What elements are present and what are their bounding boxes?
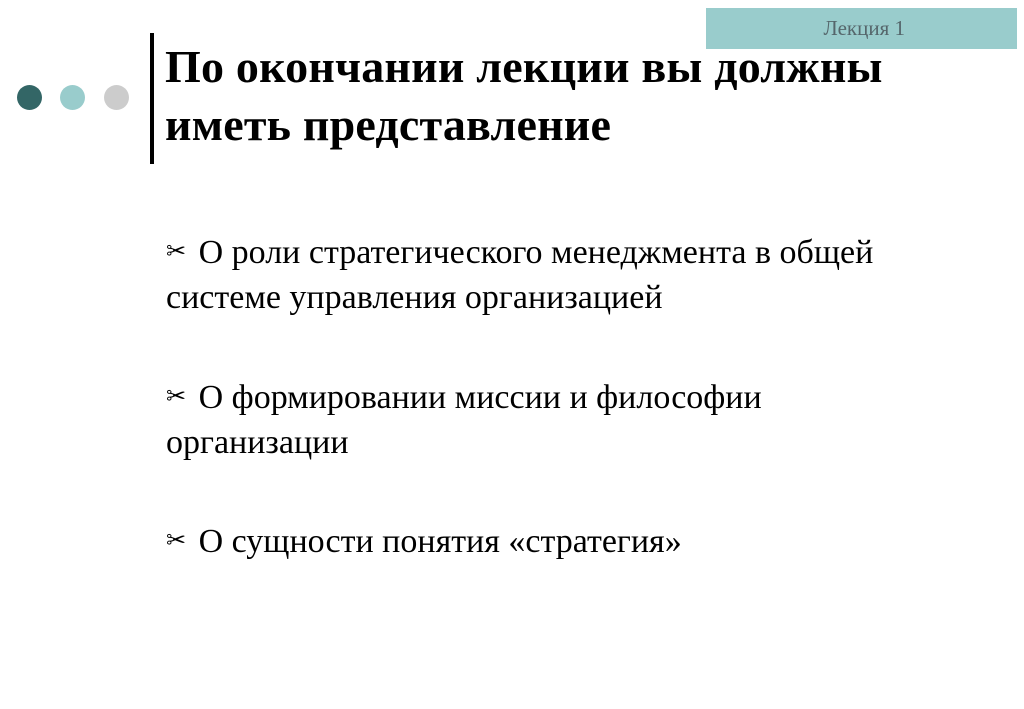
bullet-list	[166, 229, 906, 618]
scissors-icon: ✂	[166, 237, 187, 265]
bullet-item	[166, 229, 906, 320]
dot-dark-icon	[17, 85, 42, 110]
bullet-item	[166, 518, 906, 564]
title-divider	[150, 33, 154, 164]
slide-title: По окончании лекции вы должны иметь представление	[165, 41, 883, 150]
lecture-label: Лекция 1	[706, 8, 1017, 49]
bullet-text: О сущности понятия «стратегия»	[198, 523, 682, 560]
bullet-text: О роли стратегического менеджмента в общей системе управления организацией	[166, 234, 874, 316]
bullet-text: О формировании миссии и философии организации	[166, 379, 762, 461]
dot-teal-icon	[60, 85, 85, 110]
scissors-icon: ✂	[166, 382, 187, 410]
bullet-item	[166, 374, 906, 465]
dot-gray-icon	[104, 85, 129, 110]
scissors-icon: ✂	[166, 526, 187, 554]
decorative-dots	[17, 85, 137, 111]
